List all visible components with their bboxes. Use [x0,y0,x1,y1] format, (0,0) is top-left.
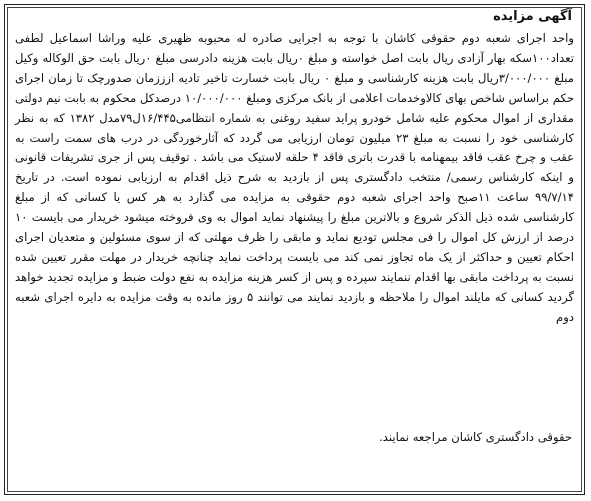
signoff-line: حقوقی دادگستری کاشان مراجعه نمایند. [379,430,572,444]
auction-notice [4,4,585,495]
notice-body-text: واحد اجرای شعبه دوم حقوقی کاشان با توجه به اجرایی صادره له محبوبه ظهیری علیه وراشا اسماعیل لطفی تعداد۱۰۰سکه بهار آزادی ریال بابت اصل خواسته و مبلغ ۰ریال بابت هزینه دادرسی مبلغ ۰ریال بابت حق الوکاله وکیل مبلغ ۳/۰۰۰/۰۰۰ریال بابت هزینه کارشناسی و مبلغ ۰ ریال بابت خسارت تاخیر تادیه ازززمان صدورچک تا زمان اجرای حکم براساس شاخص بهای کالاوخدمات اعلامی از بانک مرکزی ومبلغ ۱۰/۰۰۰/۰۰۰ درصدکل محکوم به بابت نیم دولتی مقداری از اموال محکوم علیه شامل خودرو پراید سفید روغنی به شماره انتظامی۱۶/۴۴۵ل۷۹مدل ۱۳۸۲ که به نظر کارشناسی خود را نسبت به مبلغ ۲۳ میلیون تومان ارزیابی می گردد که آثارخوردگی در درب های سمت راست به عقب و چرخ عقب فاقد بیمهنامه با قدرت باتری فاقد ۴ حلقه لاستیک می باشد . توقیف پس از جری تشریفات قانونی و اینکه کارشناس رسمی/ منتخب دادگستری پس از بازدید به شرح ذیل اقدام به ارزیابی نموده است. در تاریخ ۹۹/۷/۱۴ ساعت ۱۱صبح واحد اجرای شعبه دوم حقوقی به مزایده می گذارد به هر کس یا کسانی که از مبلغ کارشناسی شده ذیل الذکر شروع و بالاترین مبلغ را پیشنهاد نماید اموال به وی فروخته میشود خریدار می بایست ۱۰ درصد از ارزش کل اموال را فی مجلس تودیع نماید و مابقی را ظرف مهلتی که از سوی مسئولین و متعدیان اجرای احکام تعیین و حداکثر از یک ماه تجاوز نمی کند می بایست پرداخت نماید چنانچه خریدار در مهلت مقرر تعیین شده نسبت به پرداخت مابقی بها اقدام ننمایند سپرده و پس از کسر هزینه مزایده به نفع دولت ضبط و مزایده تجدید خواهد گردید کسانی که مایلند اموال را ملاحظه و بازدید نمایند می توانند ۵ روز مانده به وقت مزایده به دایره اجرای شعبه دوم [15,31,575,324]
notice-signoff [379,427,572,447]
notice-title: آگهی مزایده [493,9,572,24]
notice-body [15,29,574,328]
